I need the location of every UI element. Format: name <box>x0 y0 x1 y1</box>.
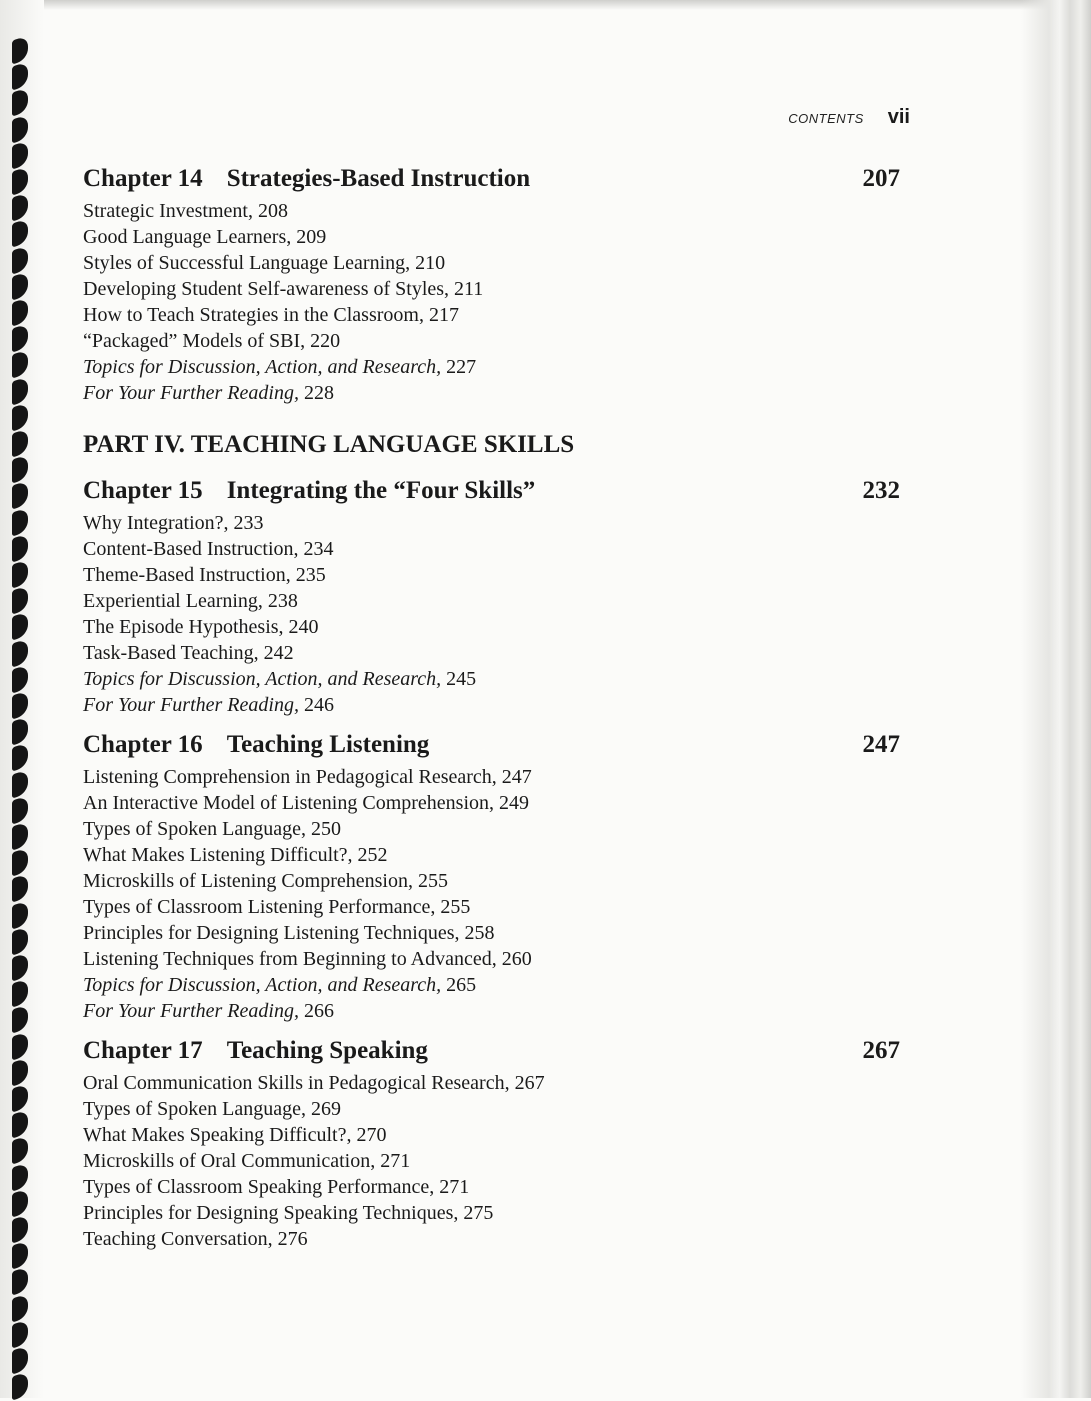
binding-coil <box>12 612 28 641</box>
toc-entry-reading <box>83 692 900 718</box>
toc-entry: The Episode Hypothesis, 240 <box>83 616 319 638</box>
spiral-binding <box>0 0 44 1398</box>
toc-entry: Types of Classroom Speaking Performance, 271 <box>83 1176 470 1198</box>
binding-coil <box>12 62 28 91</box>
toc-entry: What Makes Listening Difficult?, 252 <box>83 844 388 866</box>
binding-coil <box>12 1136 28 1165</box>
reading-page: 266 <box>298 1000 334 1022</box>
chapter-page: 207 <box>862 165 900 192</box>
toc-entry: Content-Based Instruction, 234 <box>83 538 334 560</box>
binding-coil <box>12 114 28 143</box>
binding-coil <box>12 402 28 431</box>
reading-label: For Your Further Reading, <box>83 382 299 404</box>
binding-coil <box>12 245 28 274</box>
binding-coil <box>12 507 28 536</box>
binding-coil <box>12 717 28 746</box>
binding-coil <box>12 376 28 405</box>
binding-coil <box>12 324 28 353</box>
binding-coil <box>12 795 28 824</box>
toc-entry: What Makes Speaking Difficult?, 270 <box>83 1124 387 1146</box>
binding-coil <box>12 874 28 903</box>
binding-coil <box>12 900 28 929</box>
toc-entry: Listening Techniques from Beginning to Advanced, 260 <box>83 948 532 970</box>
chapter-heading <box>83 472 900 510</box>
toc-entry: Principles for Designing Speaking Techniques, 275 <box>83 1202 494 1224</box>
binding-coil <box>12 979 28 1008</box>
binding-coil <box>12 821 28 850</box>
page-edge-shadow <box>1021 0 1091 1398</box>
binding-coil <box>12 1057 28 1086</box>
toc-entry: Teaching Conversation, 276 <box>83 1228 308 1250</box>
chapter-14-section <box>83 160 900 406</box>
chapter-number: Chapter 16 <box>83 731 203 758</box>
binding-coil <box>12 1188 28 1217</box>
running-head <box>788 106 910 129</box>
chapter-16-section <box>83 726 900 1024</box>
toc-entry: Listening Comprehension in Pedagogical Research, 247 <box>83 766 532 788</box>
toc-entry: An Interactive Model of Listening Comprehension, 249 <box>83 792 530 814</box>
binding-coil <box>12 690 28 719</box>
topics-label: Topics for Discussion, Action, and Research, <box>83 356 442 378</box>
chapter-page: 232 <box>862 477 900 504</box>
chapter-number: Chapter 17 <box>83 1037 203 1064</box>
binding-coil <box>12 1372 28 1401</box>
binding-coil <box>12 481 28 510</box>
binding-coil <box>12 88 28 117</box>
binding-coil <box>12 1293 28 1322</box>
section-list <box>83 198 900 406</box>
section-list <box>83 764 900 1024</box>
toc-entry: Microskills of Listening Comprehension, 255 <box>83 870 448 892</box>
binding-coil <box>12 271 28 300</box>
chapter-title: Teaching Listening <box>226 731 430 758</box>
toc-entry: Types of Spoken Language, 250 <box>83 818 341 840</box>
chapter-heading <box>83 726 900 764</box>
topics-page: 245 <box>441 668 477 690</box>
reading-label: For Your Further Reading, <box>83 694 299 716</box>
toc-entry: Strategic Investment, 208 <box>83 200 288 222</box>
toc-entry: Microskills of Oral Communication, 271 <box>83 1150 411 1172</box>
toc-entry: Theme-Based Instruction, 235 <box>83 564 326 586</box>
chapter-number: Chapter 14 <box>83 165 203 192</box>
toc-entry: Why Integration?, 233 <box>83 512 264 534</box>
toc-entry: How to Teach Strategies in the Classroom, 217 <box>83 304 459 326</box>
toc-entry-reading <box>83 380 900 406</box>
reading-page: 228 <box>298 382 334 404</box>
topics-label: Topics for Discussion, Action, and Research, <box>83 974 442 996</box>
binding-coil <box>12 1031 28 1060</box>
binding-coil <box>12 743 28 772</box>
scan-top-shadow <box>0 0 1091 10</box>
topics-page: 265 <box>441 974 477 996</box>
chapter-17-section <box>83 1032 900 1252</box>
chapter-heading <box>83 160 900 198</box>
toc-entry-reading <box>83 998 900 1024</box>
binding-coil <box>12 638 28 667</box>
binding-coil <box>12 140 28 169</box>
toc-entry: Developing Student Self-awareness of Styles, 211 <box>83 278 484 300</box>
topics-label: Topics for Discussion, Action, and Research, <box>83 668 442 690</box>
binding-coil <box>12 664 28 693</box>
toc-entry: “Packaged” Models of SBI, 220 <box>83 330 341 352</box>
section-list <box>83 1070 900 1252</box>
section-list <box>83 510 900 718</box>
chapter-page: 247 <box>862 731 900 758</box>
binding-coil <box>12 533 28 562</box>
binding-coil <box>12 1083 28 1112</box>
binding-coil <box>12 769 28 798</box>
binding-coil <box>12 1214 28 1243</box>
page-number: vii <box>887 106 910 128</box>
chapter-title: Teaching Speaking <box>226 1037 428 1064</box>
toc-entry: Experiential Learning, 238 <box>83 590 298 612</box>
part-heading: PART IV. TEACHING LANGUAGE SKILLS <box>83 431 575 458</box>
chapter-number: Chapter 15 <box>83 477 203 504</box>
binding-coil <box>12 350 28 379</box>
binding-coil <box>12 1110 28 1139</box>
chapter-title: Integrating the “Four Skills” <box>226 477 536 504</box>
toc-entry-topics <box>83 354 900 380</box>
binding-coil <box>12 952 28 981</box>
binding-coil <box>12 166 28 195</box>
running-head-label: CONTENTS <box>788 111 864 126</box>
binding-coil <box>12 1319 28 1348</box>
binding-coil <box>12 193 28 222</box>
toc-entry: Task-Based Teaching, 242 <box>83 642 294 664</box>
reading-label: For Your Further Reading, <box>83 1000 299 1022</box>
binding-coil <box>12 1267 28 1296</box>
binding-coil <box>12 219 28 248</box>
toc-entry: Oral Communication Skills in Pedagogical Research, 267 <box>83 1072 545 1094</box>
table-of-contents <box>83 160 900 1260</box>
binding-coil <box>12 1005 28 1034</box>
toc-entry-topics <box>83 666 900 692</box>
reading-page: 246 <box>298 694 334 716</box>
toc-entry: Styles of Successful Language Learning, 210 <box>83 252 446 274</box>
binding-coil <box>12 1162 28 1191</box>
toc-entry-topics <box>83 972 900 998</box>
chapter-page: 267 <box>862 1037 900 1064</box>
topics-page: 227 <box>441 356 477 378</box>
binding-coil <box>12 1241 28 1270</box>
chapter-heading <box>83 1032 900 1070</box>
chapter-title: Strategies-Based Instruction <box>226 165 531 192</box>
binding-coil <box>12 35 28 64</box>
binding-coil <box>12 455 28 484</box>
binding-coil <box>12 428 28 457</box>
binding-coil <box>12 559 28 588</box>
toc-entry: Types of Classroom Listening Performance, 255 <box>83 896 471 918</box>
binding-coil <box>12 586 28 615</box>
binding-coil <box>12 1345 28 1374</box>
toc-entry: Types of Spoken Language, 269 <box>83 1098 341 1120</box>
binding-coil <box>12 297 28 326</box>
chapter-15-section <box>83 472 900 718</box>
binding-coil <box>12 926 28 955</box>
toc-entry: Principles for Designing Listening Techniques, 258 <box>83 922 495 944</box>
binding-coil <box>12 848 28 877</box>
toc-entry: Good Language Learners, 209 <box>83 226 327 248</box>
